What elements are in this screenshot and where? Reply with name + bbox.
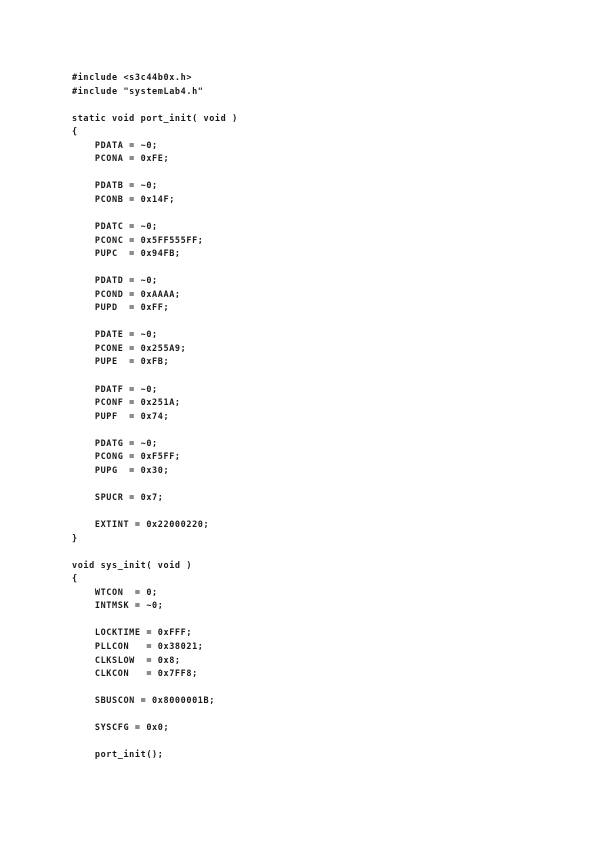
- code-line: PDATC = ~0;: [72, 222, 158, 233]
- code-line: [72, 424, 572, 438]
- code-line: INTMSK = ~0;: [72, 601, 164, 612]
- code-line: EXTINT = 0x22000220;: [72, 520, 210, 531]
- code-line: [72, 99, 572, 113]
- code-line: void sys_init( void ): [72, 560, 193, 571]
- code-line: [72, 506, 572, 520]
- code-line: [72, 682, 572, 696]
- code-line: PCONC = 0x5FF555FF;: [72, 235, 204, 246]
- code-line: [72, 316, 572, 330]
- code-line: [72, 167, 572, 181]
- code-line: PUPE = 0xFB;: [72, 357, 170, 368]
- code-line: {: [72, 574, 78, 585]
- code-line: PDATD = ~0;: [72, 276, 158, 287]
- code-line: }: [72, 533, 78, 544]
- code-line: #include <s3c44b0x.h>: [72, 73, 193, 83]
- code-line: [72, 370, 572, 384]
- code-line: [72, 478, 572, 492]
- code-line: CLKSLOW = 0x8;: [72, 655, 181, 666]
- code-line: PLLCON = 0x38021;: [72, 641, 204, 652]
- code-line: [72, 262, 572, 276]
- code-line: {: [72, 127, 78, 138]
- code-line: LOCKTIME = 0xFFF;: [72, 628, 193, 639]
- code-line: PDATE = ~0;: [72, 330, 158, 341]
- code-line: port_init();: [72, 750, 164, 761]
- code-line: PUPC = 0x94FB;: [72, 249, 181, 260]
- code-line: PUPF = 0x74;: [72, 411, 170, 422]
- code-line: PUPD = 0xFF;: [72, 303, 170, 314]
- code-line: PDATF = ~0;: [72, 384, 158, 395]
- code-line: [72, 614, 572, 628]
- code-line: PDATA = ~0;: [72, 140, 158, 151]
- code-line: PCONA = 0xFE;: [72, 154, 170, 165]
- code-line: PCONB = 0x14F;: [72, 194, 175, 205]
- code-line: #include "systemLab4.h": [72, 86, 204, 97]
- code-line: [72, 207, 572, 221]
- code-line: PDATG = ~0;: [72, 438, 158, 449]
- code-line: PUPG = 0x30;: [72, 465, 170, 476]
- code-line: PCONF = 0x251A;: [72, 398, 181, 409]
- code-line: SPUCR = 0x7;: [72, 492, 164, 503]
- code-listing: [72, 72, 572, 763]
- code-line: SBUSCON = 0x8000001B;: [72, 696, 215, 707]
- code-line: [72, 736, 572, 750]
- code-line: PCOND = 0xAAAA;: [72, 289, 181, 300]
- code-line: WTCON = 0;: [72, 587, 158, 598]
- code-line: PCONG = 0xF5FF;: [72, 452, 181, 463]
- code-line: PCONE = 0x255A9;: [72, 343, 187, 354]
- code-line: PDATB = ~0;: [72, 181, 158, 192]
- code-line: CLKCON = 0x7FF8;: [72, 669, 198, 680]
- code-line: [72, 709, 572, 723]
- code-line: [72, 546, 572, 560]
- code-line: SYSCFG = 0x0;: [72, 723, 170, 734]
- code-line: static void port_init( void ): [72, 113, 238, 124]
